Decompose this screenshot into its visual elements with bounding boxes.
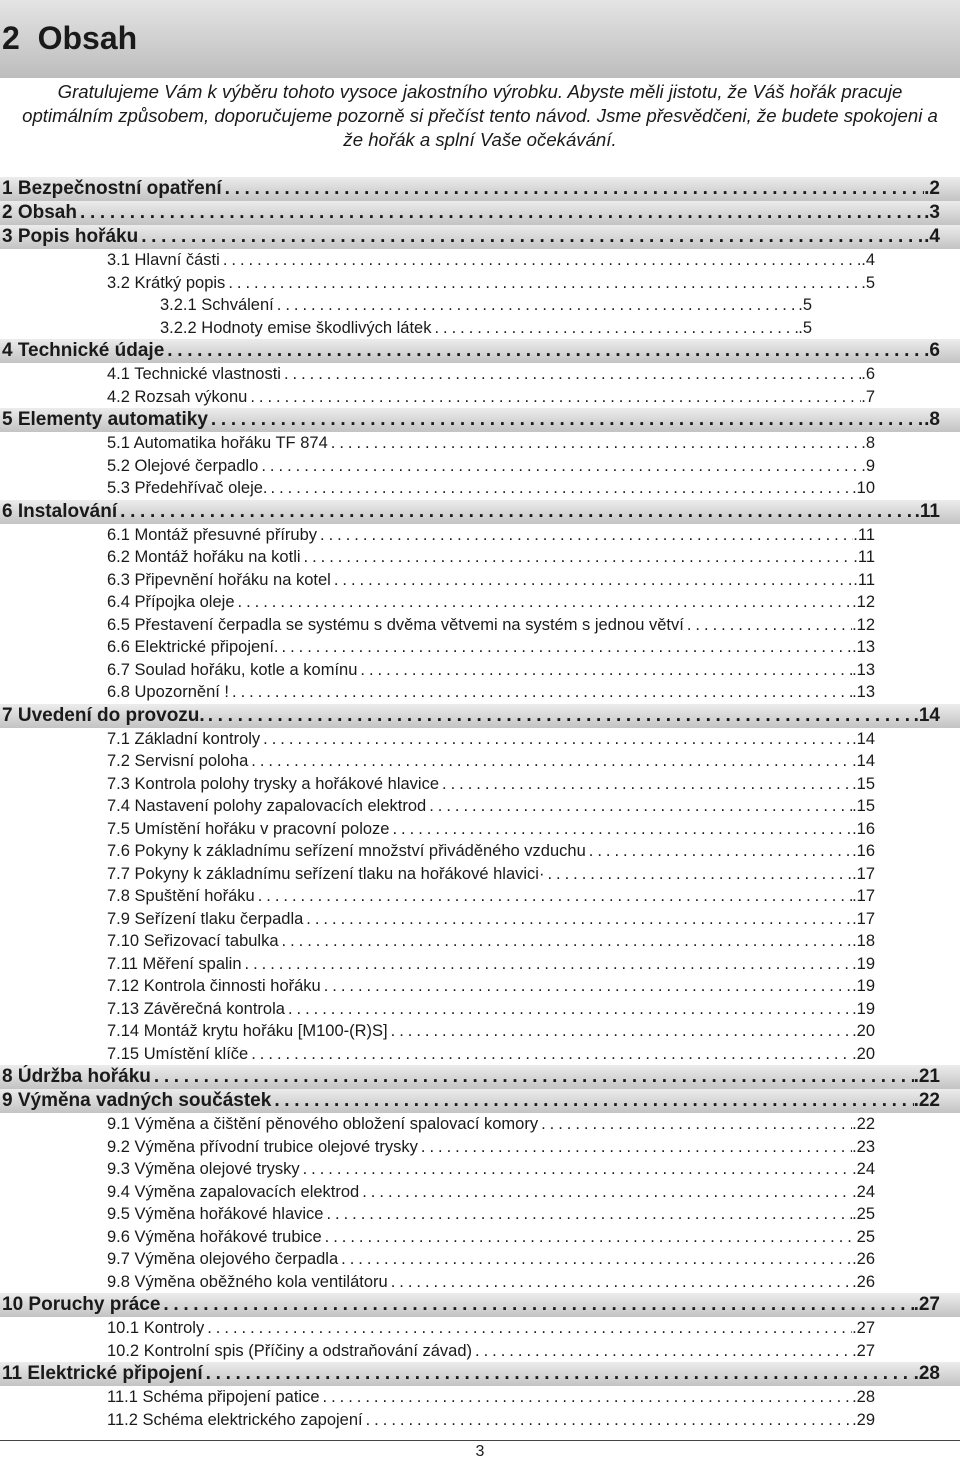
toc-chapter-row[interactable] bbox=[0, 408, 960, 432]
toc-entry-title: 7.15 Umístění klíče bbox=[107, 1044, 249, 1063]
toc-section-row[interactable] bbox=[0, 908, 960, 931]
toc-section-row[interactable] bbox=[0, 750, 960, 773]
toc-section-row[interactable] bbox=[0, 1340, 960, 1363]
toc-entry-title: 9.1 Výměna a čištění pěnového obložení spalovací komory bbox=[107, 1115, 539, 1133]
toc-entry-title: 6.7 Soulad hořáku, kotle a komínu bbox=[107, 660, 358, 679]
toc-entry-title: 7.14 Montáž krytu hořáku [M100-(R)S] bbox=[107, 1022, 388, 1040]
toc-page-number: .5 bbox=[798, 318, 812, 337]
toc-page-number: .12 bbox=[852, 615, 875, 634]
toc-page-number: .28 bbox=[852, 1388, 875, 1406]
toc-page-number: .17 bbox=[852, 909, 875, 928]
toc-page-number: .6 bbox=[861, 365, 875, 383]
toc-page-number: .11 bbox=[853, 525, 875, 544]
toc-dot-leader bbox=[391, 1271, 852, 1294]
toc-dot-leader bbox=[250, 386, 861, 409]
toc-page-number: .5 bbox=[798, 296, 812, 314]
toc-dot-leader bbox=[282, 636, 853, 659]
toc-entry-title: 4.1 Technické vlastnosti bbox=[107, 365, 281, 383]
toc-section-row[interactable] bbox=[0, 1248, 960, 1271]
toc-page-number: .5 bbox=[861, 273, 875, 292]
toc-dot-leader bbox=[207, 1317, 852, 1340]
toc-dot-leader bbox=[141, 225, 924, 249]
toc-section-row[interactable] bbox=[0, 659, 960, 682]
toc-page-number: .18 bbox=[852, 932, 875, 950]
toc-section-row[interactable] bbox=[0, 1113, 960, 1136]
toc-section-row[interactable] bbox=[0, 591, 960, 614]
toc-page-number: .15 bbox=[852, 774, 875, 793]
toc-section-row[interactable] bbox=[0, 1158, 960, 1181]
page-title: 2 Obsah bbox=[2, 20, 138, 56]
toc-dot-leader bbox=[421, 1136, 852, 1159]
toc-page-number: .29 bbox=[852, 1410, 875, 1429]
toc-entry-title: 4 Technické údaje bbox=[2, 340, 165, 361]
toc-subsection-row[interactable] bbox=[0, 317, 960, 340]
toc-entry-title: 3.2.2 Hodnoty emise škodlivých látek bbox=[160, 318, 432, 337]
toc-section-row[interactable] bbox=[0, 363, 960, 386]
toc-page-number: .22 bbox=[913, 1090, 940, 1111]
toc-page-number: .19 bbox=[852, 999, 875, 1018]
toc-dot-leader bbox=[326, 1203, 852, 1226]
toc-section-row[interactable] bbox=[0, 1020, 960, 1043]
toc-page-number: .4 bbox=[861, 251, 875, 269]
toc-section-row[interactable] bbox=[0, 1226, 960, 1249]
toc-section-row[interactable] bbox=[0, 795, 960, 818]
toc-page-number: .14 bbox=[852, 752, 875, 770]
toc-subsection-row[interactable] bbox=[0, 294, 960, 317]
toc-page-number: .17 bbox=[852, 864, 875, 883]
toc-page-number: .13 bbox=[852, 638, 875, 656]
toc-section-row[interactable] bbox=[0, 636, 960, 659]
toc-dot-leader bbox=[238, 591, 853, 614]
toc-entry-title: 4.2 Rozsah výkonu bbox=[107, 387, 248, 406]
toc-page-number: .13 bbox=[852, 660, 875, 679]
section-header-band bbox=[0, 0, 960, 78]
toc-section-row[interactable] bbox=[0, 1203, 960, 1226]
toc-page-number: .3 bbox=[924, 202, 940, 223]
toc-page-number: .20 bbox=[852, 1044, 875, 1063]
toc-entry-title: 5.3 Předehřívač oleje. bbox=[107, 479, 268, 497]
toc-entry-title: 6.6 Elektrické připojení. bbox=[107, 638, 279, 656]
toc-dot-leader bbox=[320, 524, 853, 547]
toc-entry-title: 1 Bezpečnostní opatření bbox=[2, 178, 222, 199]
toc-entry-title: 6.2 Montáž hořáku na kotli bbox=[107, 548, 301, 566]
toc-entry-title: 3.1 Hlavní části bbox=[107, 251, 220, 269]
toc-section-row[interactable] bbox=[0, 569, 960, 592]
toc-dot-leader bbox=[232, 681, 852, 704]
toc-entry-title: 7.6 Pokyny k základnímu seřízení množství přiváděného vzduchu bbox=[107, 842, 586, 860]
toc-dot-leader bbox=[225, 177, 925, 201]
toc-entry-title: 3.2 Krátký popis bbox=[107, 273, 226, 292]
toc-section-row[interactable] bbox=[0, 885, 960, 908]
toc-entry-title: 3.2.1 Schválení bbox=[160, 296, 274, 314]
toc-dot-leader bbox=[475, 1340, 852, 1363]
toc-dot-leader bbox=[288, 998, 852, 1021]
toc-section-row[interactable] bbox=[0, 930, 960, 953]
toc-page-number: .16 bbox=[852, 819, 875, 838]
toc-page-number: .27 bbox=[852, 1319, 875, 1337]
toc-dot-leader bbox=[251, 750, 852, 773]
toc-entry-title: 11.1 Schéma připojení patice bbox=[107, 1388, 320, 1406]
toc-dot-leader bbox=[154, 1065, 914, 1089]
toc-entry-title: 2 Obsah bbox=[2, 202, 77, 223]
toc-page-number: .25 bbox=[852, 1205, 875, 1223]
toc-dot-leader bbox=[120, 500, 915, 524]
toc-chapter-row[interactable] bbox=[0, 225, 960, 249]
toc-dot-leader bbox=[366, 1409, 852, 1432]
toc-dot-leader bbox=[228, 272, 861, 295]
toc-dot-leader bbox=[687, 614, 852, 637]
toc-page-number: .24 bbox=[852, 1182, 875, 1201]
toc-page-number: .14 bbox=[913, 704, 940, 726]
toc-dot-leader bbox=[434, 317, 798, 340]
toc-entry-title: 9.7 Výměna olejového čerpadla bbox=[107, 1250, 339, 1268]
toc-dot-leader bbox=[208, 704, 914, 728]
toc-page-number: .11 bbox=[914, 500, 940, 522]
toc-entry-title: 7.1 Základní kontroly bbox=[107, 729, 261, 748]
toc-entry-title: 9.3 Výměna olejové trysky bbox=[107, 1160, 300, 1178]
toc-dot-leader bbox=[323, 1386, 853, 1409]
toc-entry-title: 7.2 Servisní poloha bbox=[107, 752, 249, 770]
toc-page-number: .19 bbox=[852, 954, 875, 973]
toc-page-number: .9 bbox=[861, 456, 875, 475]
toc-dot-leader bbox=[80, 201, 924, 225]
toc-entry-title: 7.7 Pokyny k základnímu seřízení tlaku na hořákové hlavici· bbox=[107, 864, 545, 883]
toc-entry-title: 7.3 Kontrola polohy trysky a hořákové hlavice bbox=[107, 774, 440, 793]
toc-section-row[interactable] bbox=[0, 272, 960, 295]
toc-section-row[interactable] bbox=[0, 524, 960, 547]
toc-dot-leader bbox=[251, 1043, 852, 1066]
toc-page-number: .24 bbox=[852, 1160, 875, 1178]
toc-section-row[interactable] bbox=[0, 432, 960, 455]
toc-dot-leader bbox=[334, 569, 853, 592]
toc-dot-leader bbox=[325, 1226, 857, 1249]
toc-page-number: .22 bbox=[852, 1115, 875, 1133]
toc-page-number: .15 bbox=[852, 797, 875, 815]
toc-entry-title: 5 Elementy automatiky bbox=[2, 409, 208, 430]
toc-chapter-row[interactable] bbox=[0, 704, 960, 728]
toc-chapter-row[interactable] bbox=[0, 1362, 960, 1386]
toc-page-number: .8 bbox=[861, 434, 875, 452]
toc-entry-title: 11.2 Schéma elektrického zapojení bbox=[107, 1410, 363, 1429]
toc-entry-title: 6.5 Přestavení čerpadla se systému s dvěma větvemi na systém s jednou větví bbox=[107, 615, 684, 634]
toc-section-row[interactable] bbox=[0, 818, 960, 841]
table-of-contents bbox=[0, 177, 960, 1431]
toc-page-number: .19 bbox=[852, 977, 875, 995]
toc-dot-leader bbox=[362, 1181, 852, 1204]
toc-section-row[interactable] bbox=[0, 863, 960, 886]
toc-page-number: .23 bbox=[852, 1137, 875, 1156]
toc-section-row[interactable] bbox=[0, 681, 960, 704]
toc-entry-title: 9.4 Výměna zapalovacích elektrod bbox=[107, 1182, 360, 1201]
toc-dot-leader bbox=[331, 432, 861, 455]
toc-dot-leader bbox=[341, 1248, 852, 1271]
toc-section-row[interactable] bbox=[0, 953, 960, 976]
toc-dot-leader bbox=[261, 455, 861, 478]
toc-dot-leader bbox=[304, 546, 854, 569]
toc-entry-title: 7.13 Závěrečná kontrola bbox=[107, 999, 285, 1018]
toc-page-number: .13 bbox=[852, 683, 875, 701]
toc-dot-leader bbox=[541, 1113, 852, 1136]
toc-dot-leader bbox=[167, 339, 924, 363]
toc-dot-leader bbox=[589, 840, 852, 863]
toc-entry-title: 6.4 Přípojka oleje bbox=[107, 593, 235, 611]
toc-section-row[interactable] bbox=[0, 1409, 960, 1432]
toc-dot-leader bbox=[223, 249, 861, 272]
toc-dot-leader bbox=[360, 659, 852, 682]
toc-entry-title: 9 Výměna vadných součástek bbox=[2, 1090, 272, 1111]
toc-dot-leader bbox=[392, 818, 852, 841]
toc-dot-leader bbox=[303, 1158, 852, 1181]
toc-chapter-row[interactable] bbox=[0, 177, 960, 201]
toc-section-row[interactable] bbox=[0, 728, 960, 751]
footer-divider bbox=[0, 1440, 960, 1441]
toc-page-number: .11 bbox=[853, 548, 875, 566]
toc-section-row[interactable] bbox=[0, 975, 960, 998]
toc-section-row[interactable] bbox=[0, 546, 960, 569]
toc-section-row[interactable] bbox=[0, 477, 960, 500]
toc-chapter-row[interactable] bbox=[0, 1065, 960, 1089]
toc-entry-title: 7.4 Nastavení polohy zapalovacích elektrod bbox=[107, 797, 427, 815]
toc-section-row[interactable] bbox=[0, 1043, 960, 1066]
toc-entry-title: 6.1 Montáž přesuvné příruby bbox=[107, 525, 318, 544]
toc-entry-title: 7.5 Umístění hořáku v pracovní poloze bbox=[107, 819, 390, 838]
toc-page-number: .27 bbox=[913, 1294, 940, 1315]
toc-section-row[interactable] bbox=[0, 1317, 960, 1340]
toc-chapter-row[interactable] bbox=[0, 339, 960, 363]
toc-section-row[interactable] bbox=[0, 1136, 960, 1159]
toc-entry-title: 9.2 Výměna přívodní trubice olejové trysky bbox=[107, 1137, 418, 1156]
toc-page-number: .26 bbox=[852, 1250, 875, 1268]
toc-page-number: .26 bbox=[852, 1272, 875, 1291]
toc-dot-leader bbox=[442, 773, 852, 796]
toc-page-number: .16 bbox=[852, 842, 875, 860]
toc-dot-leader bbox=[245, 953, 853, 976]
toc-section-row[interactable] bbox=[0, 1386, 960, 1409]
toc-page-number: .7 bbox=[861, 387, 875, 406]
toc-entry-title: 5.2 Olejové čerpadlo bbox=[107, 456, 259, 475]
toc-entry-title: 9.8 Výměna oběžného kola ventilátoru bbox=[107, 1272, 388, 1291]
toc-entry-title: 10 Poruchy práce bbox=[2, 1294, 161, 1315]
toc-chapter-row[interactable] bbox=[0, 1293, 960, 1317]
toc-section-row[interactable] bbox=[0, 773, 960, 796]
toc-page-number: .14 bbox=[852, 729, 875, 748]
toc-page-number: .27 bbox=[852, 1341, 875, 1360]
toc-page-number: 25 bbox=[856, 1227, 875, 1246]
toc-entry-title: 7.9 Seřízení tlaku čerpadla bbox=[107, 909, 304, 928]
toc-dot-leader bbox=[163, 1293, 913, 1317]
toc-chapter-row[interactable] bbox=[0, 1089, 960, 1113]
page-number: 3 bbox=[475, 1443, 485, 1460]
toc-chapter-row[interactable] bbox=[0, 500, 960, 524]
toc-entry-title: 6.8 Upozornění ! bbox=[107, 683, 229, 701]
toc-entry-title: 7 Uvedení do provozu. bbox=[2, 704, 205, 726]
toc-section-row[interactable] bbox=[0, 249, 960, 272]
toc-dot-leader bbox=[206, 1362, 914, 1386]
toc-page-number: .6 bbox=[924, 340, 940, 361]
toc-dot-leader bbox=[429, 795, 852, 818]
toc-entry-title: 11 Elektrické připojení bbox=[2, 1363, 203, 1384]
toc-section-row[interactable] bbox=[0, 998, 960, 1021]
toc-entry-title: 7.11 Měření spalin bbox=[107, 954, 242, 973]
toc-dot-leader bbox=[324, 975, 852, 998]
toc-page-number: .8 bbox=[924, 409, 940, 430]
toc-page-number: .28 bbox=[913, 1363, 940, 1384]
toc-entry-title: 10.2 Kontrolní spis (Příčiny a odstraňování závad) bbox=[107, 1341, 473, 1360]
toc-dot-leader bbox=[258, 885, 852, 908]
toc-entry-title: 10.1 Kontroly bbox=[107, 1319, 205, 1337]
toc-section-row[interactable] bbox=[0, 1181, 960, 1204]
toc-page-number: .11 bbox=[853, 570, 875, 589]
toc-dot-leader bbox=[282, 930, 853, 953]
toc-section-row[interactable] bbox=[0, 840, 960, 863]
toc-page-number: .10 bbox=[852, 479, 875, 497]
toc-section-row[interactable] bbox=[0, 614, 960, 637]
toc-dot-leader bbox=[391, 1020, 852, 1043]
toc-entry-title: 7.12 Kontrola činnosti hořáku bbox=[107, 977, 321, 995]
toc-page-number: .2 bbox=[924, 178, 940, 199]
toc-dot-leader bbox=[284, 363, 861, 386]
toc-entry-title: 8 Údržba hořáku bbox=[2, 1066, 151, 1087]
toc-dot-leader bbox=[547, 863, 852, 886]
toc-dot-leader bbox=[211, 408, 924, 432]
toc-dot-leader bbox=[277, 294, 798, 317]
toc-page-number: .20 bbox=[852, 1022, 875, 1040]
toc-section-row[interactable] bbox=[0, 455, 960, 478]
toc-dot-leader bbox=[274, 1089, 913, 1113]
toc-entry-title: 6 Instalování bbox=[2, 500, 118, 522]
toc-dot-leader bbox=[271, 477, 853, 500]
toc-page-number: .17 bbox=[852, 887, 875, 905]
toc-entry-title: 7.8 Spuštění hořáku bbox=[107, 887, 255, 905]
toc-page-number: .12 bbox=[852, 593, 875, 611]
toc-entry-title: 6.3 Připevnění hořáku na kotel bbox=[107, 570, 331, 589]
toc-chapter-row[interactable] bbox=[0, 201, 960, 225]
toc-dot-leader bbox=[263, 728, 852, 751]
toc-entry-title: 3 Popis hořáku bbox=[2, 226, 139, 247]
toc-entry-title: 7.10 Seřizovací tabulka bbox=[107, 932, 279, 950]
intro-paragraph: Gratulujeme Vám k výběru tohoto vysoce jakostního výrobku. Abyste měli jistotu, že Váš hořák pracuje optimálním způsobem, doporučujeme pozorně si přečíst tento návod. Jsme přesvědčeni, že budete spokojeni a že hořák a splní Vaše očekávání. bbox=[22, 81, 938, 150]
toc-section-row[interactable] bbox=[0, 386, 960, 409]
toc-entry-title: 9.6 Výměna hořákové trubice bbox=[107, 1227, 322, 1246]
toc-page-number: .4 bbox=[924, 226, 940, 247]
toc-section-row[interactable] bbox=[0, 1271, 960, 1294]
toc-entry-title: 9.5 Výměna hořákové hlavice bbox=[107, 1205, 324, 1223]
toc-dot-leader bbox=[306, 908, 852, 931]
toc-entry-title: 5.1 Automatika hořáku TF 874 bbox=[107, 434, 328, 452]
toc-page-number: .21 bbox=[913, 1066, 940, 1087]
